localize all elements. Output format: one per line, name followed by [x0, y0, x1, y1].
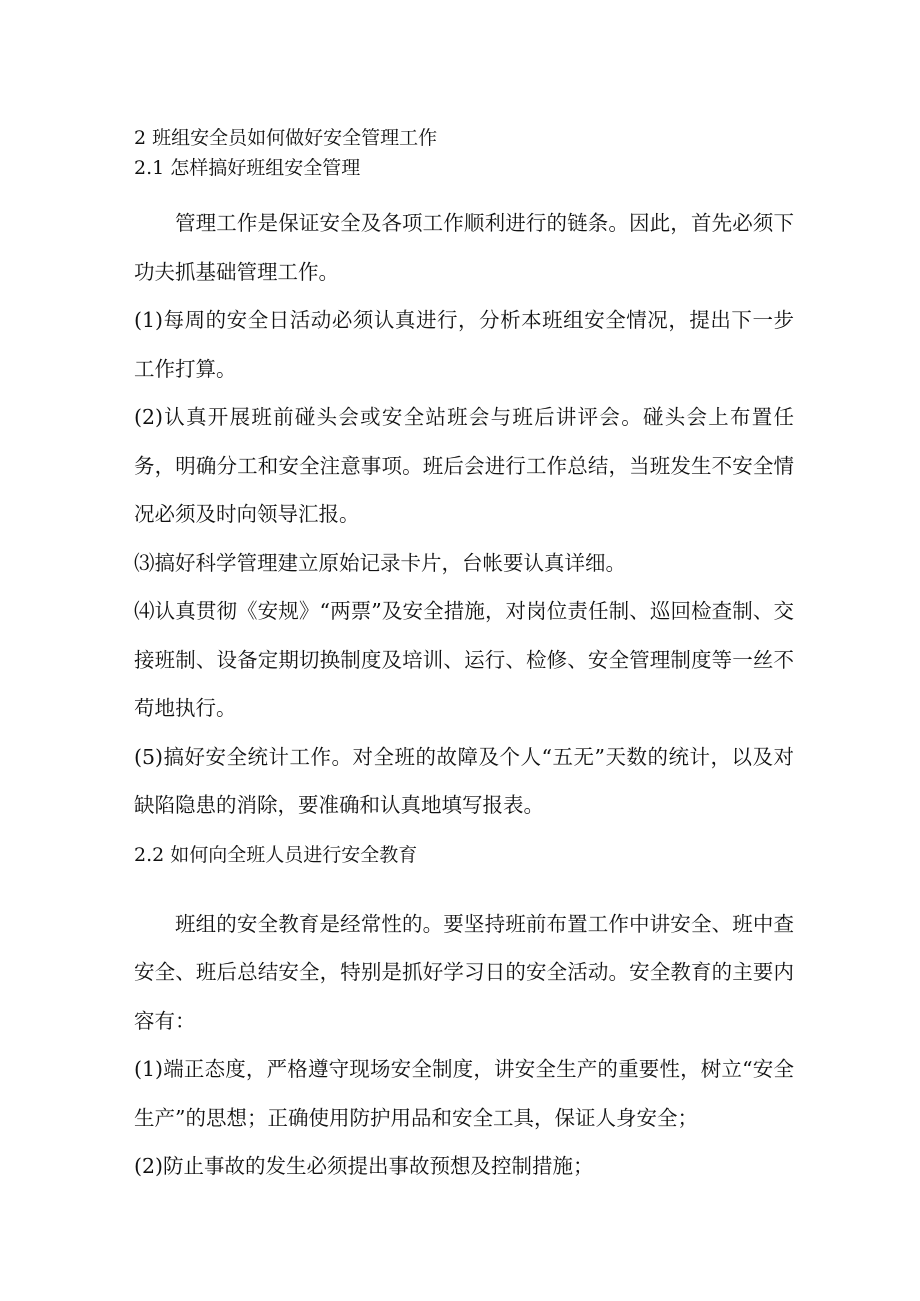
- paragraph-intro-2-1: 管理工作是保证安全及各项工作顺利进行的链条。因此，首先必须下功夫抓基础管理工作。: [134, 211, 794, 284]
- subsection-heading-2-2: 2.2 如何向全班人员进行安全教育: [134, 843, 418, 866]
- list-item: (2)防止事故的发生必须提出事故预想及控制措施；: [134, 1154, 594, 1178]
- list-item: ⑷认真贯彻《安规》“两票”及安全措施，对岗位责任制、巡回检查制、交接班制、设备定期切换制度及培训、运行、检修、安全管理制度等一丝不苟地执行。: [134, 599, 794, 720]
- list-item: (1)每周的安全日活动必须认真进行，分析本班组安全情况，提出下一步工作打算。: [134, 308, 794, 381]
- list-item: (2)认真开展班前碰头会或安全站班会与班后讲评会。碰头会上布置任务，明确分工和安全注意事项。班后会进行工作总结，当班发生不安全情况必须及时向领导汇报。: [134, 405, 794, 526]
- list-item: (5)搞好安全统计工作。对全班的故障及个人“五无”天数的统计，以及对缺陷隐患的消除，要准确和认真地填写报表。: [134, 744, 794, 817]
- paragraph-intro-2-2: 班组的安全教育是经常性的。要坚持班前布置工作中讲安全、班中查安全、班后总结安全，特别是抓好学习日的安全活动。安全教育的主要内容有：: [134, 911, 794, 1033]
- list-item: (1)端正态度，严格遵守现场安全制度，讲安全生产的重要性，树立“安全生产”的思想；正确使用防护用品和安全工具，保证人身安全；: [134, 1057, 794, 1130]
- section-heading: 2 班组安全员如何做好安全管理工作: [134, 127, 438, 149]
- list-item: ⑶搞好科学管理建立原始记录卡片，台帐要认真详细。: [134, 550, 626, 575]
- subsection-heading-2-1: 2.1 怎样搞好班组安全管理: [134, 157, 361, 179]
- document-body: [134, 124, 794, 1191]
